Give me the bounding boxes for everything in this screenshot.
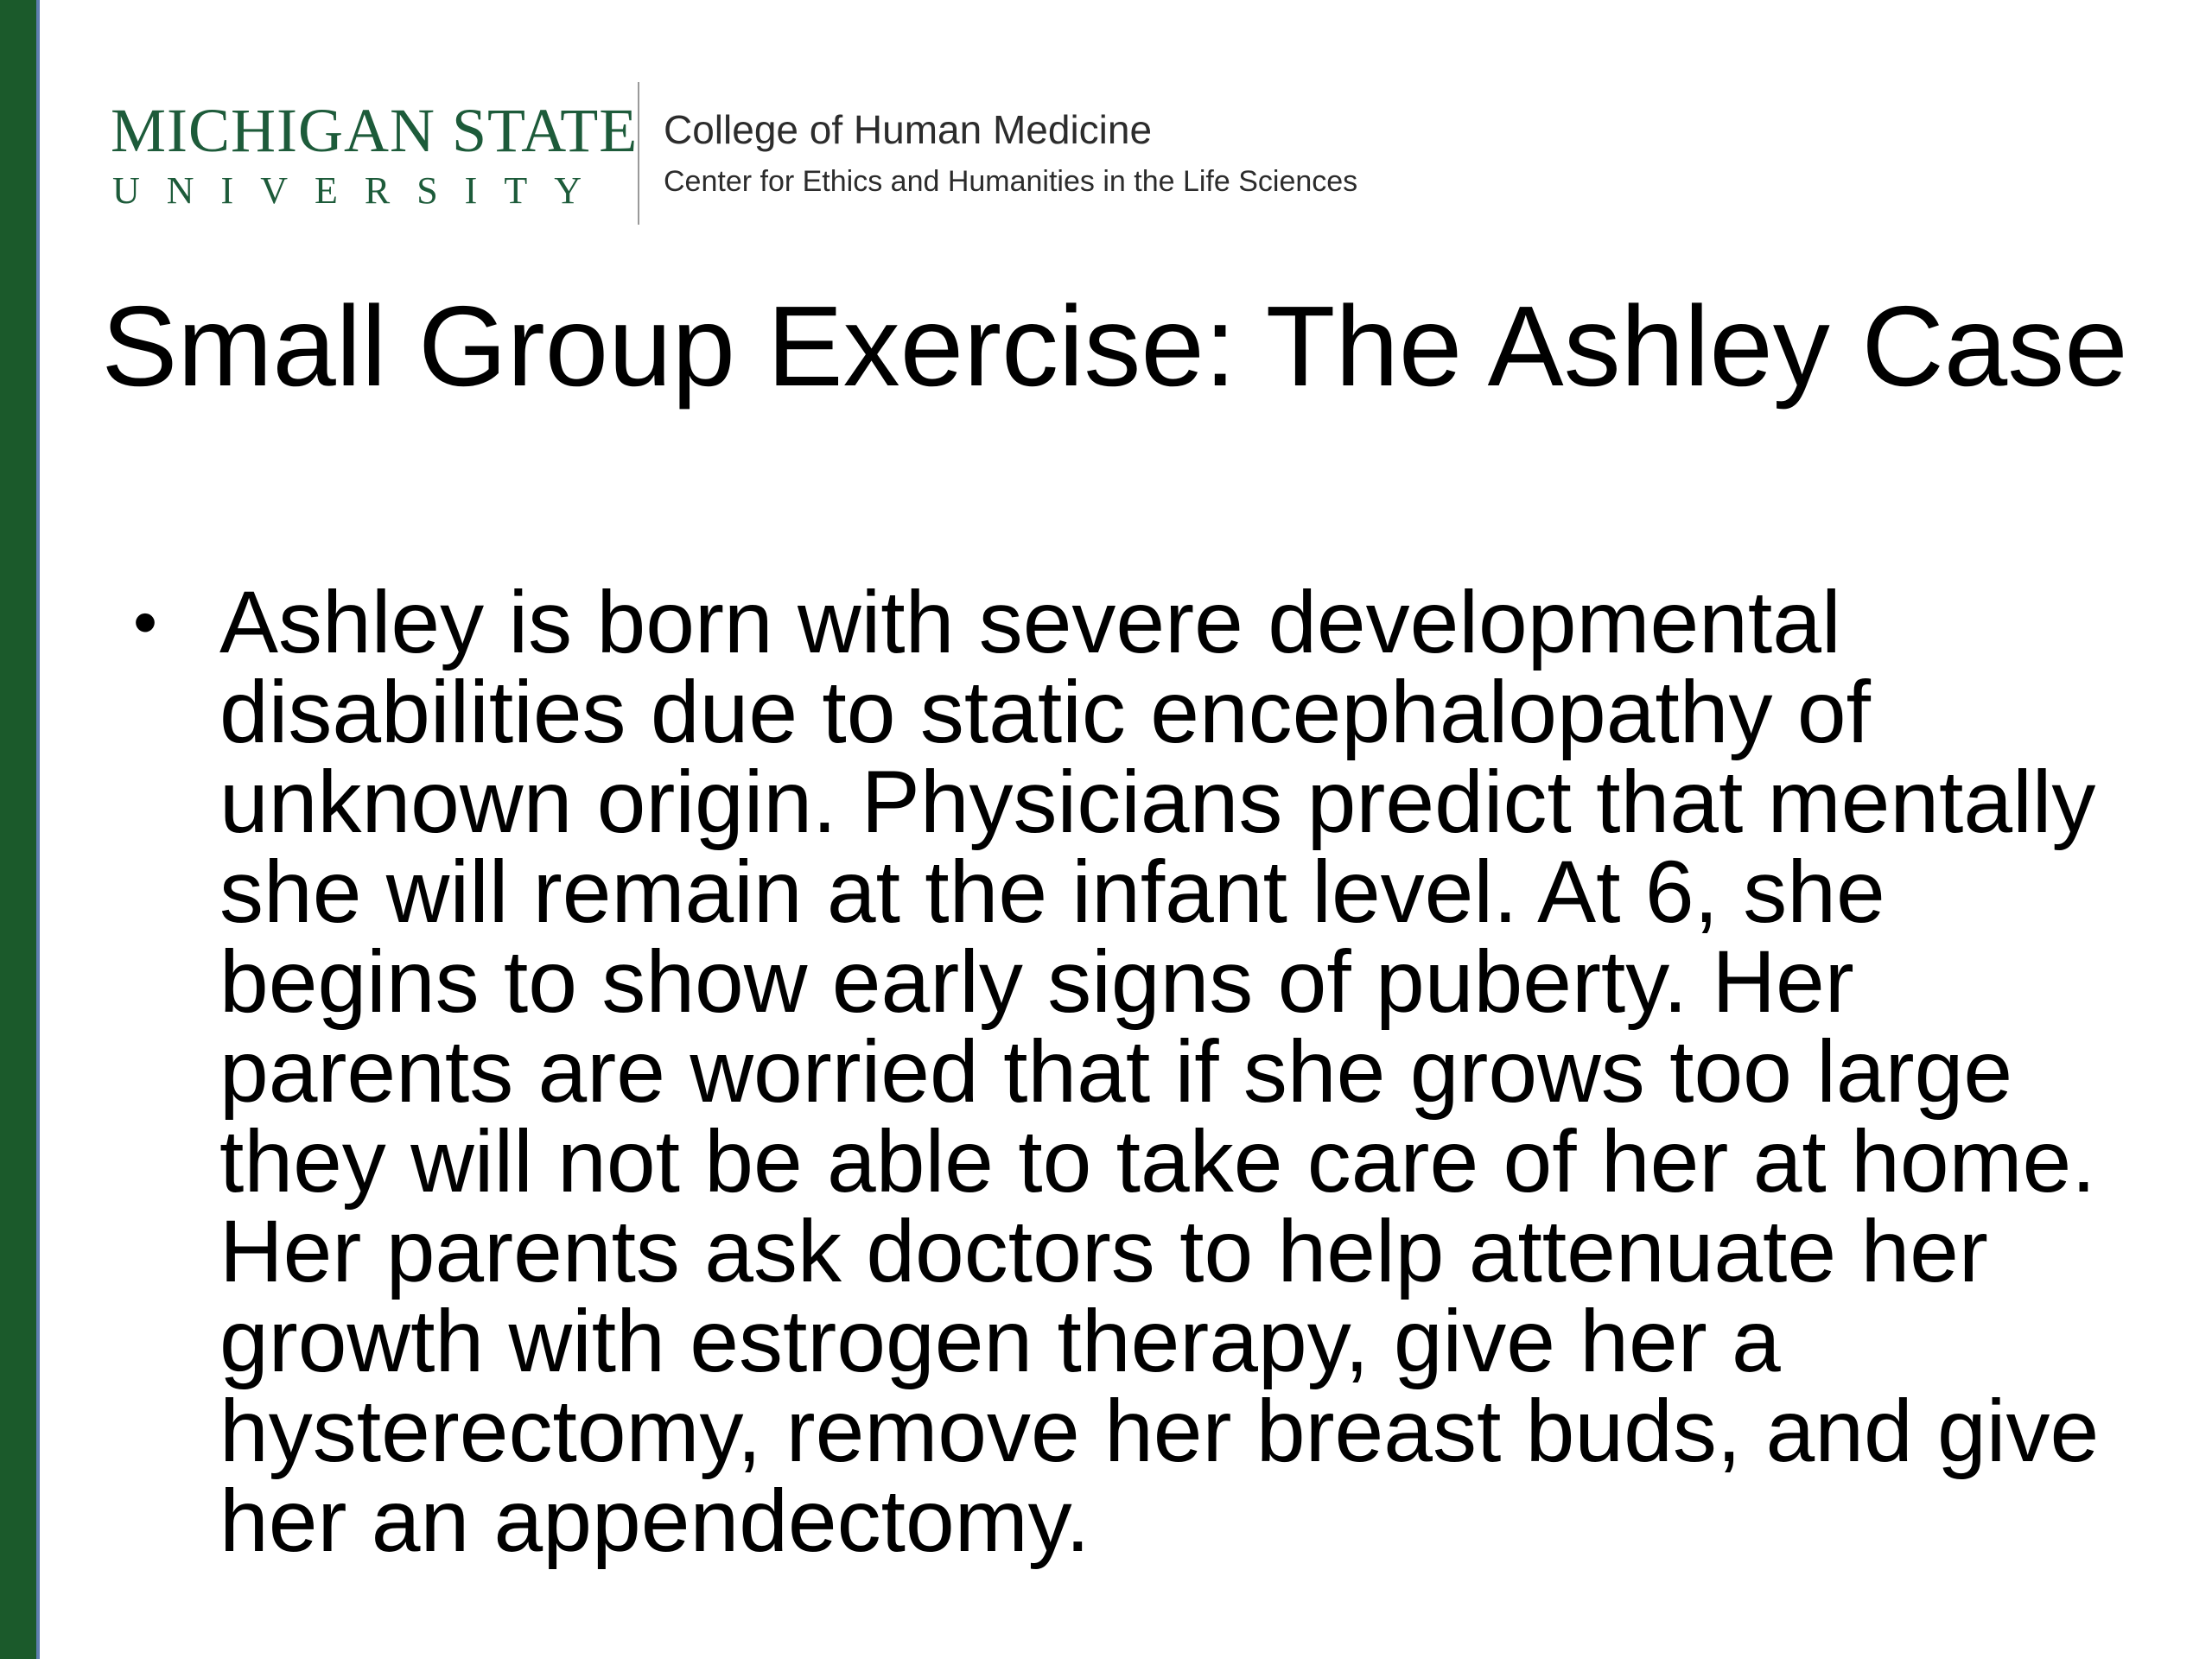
bullet-marker: • [133, 583, 158, 660]
logo-university-word: UNIVERSITY [112, 169, 608, 212]
msu-logo [111, 82, 1459, 229]
logo-university-name: MICHIGAN STATE [111, 96, 639, 165]
bullet-item [130, 573, 2117, 1570]
logo-center-name: Center for Ethics and Humanities in the Life Sciences [664, 165, 1358, 198]
bullet-text: Ashley is born with severe developmental disabilities due to static encephalopathy of unknown origin. Physicians predict that mentally she will remain at the infant level. At 6, she begins to show early signs of puberty. Her parents are worried that if she grows too large they will not be able to take care of her at home. Her parents ask doctors to help attenuate her growth with estrogen therapy, give her a hysterectomy, remove her breast buds, and give her an appendectomy. [219, 573, 2100, 1570]
logo-college-name: College of Human Medicine [664, 107, 1153, 152]
left-accent-bar-edge [36, 0, 40, 1659]
left-accent-bar [0, 0, 36, 1659]
slide-title: Small Group Exercise: The Ashley Case [101, 283, 2128, 410]
bullet-list [130, 573, 2117, 1570]
logo-divider [638, 82, 639, 225]
